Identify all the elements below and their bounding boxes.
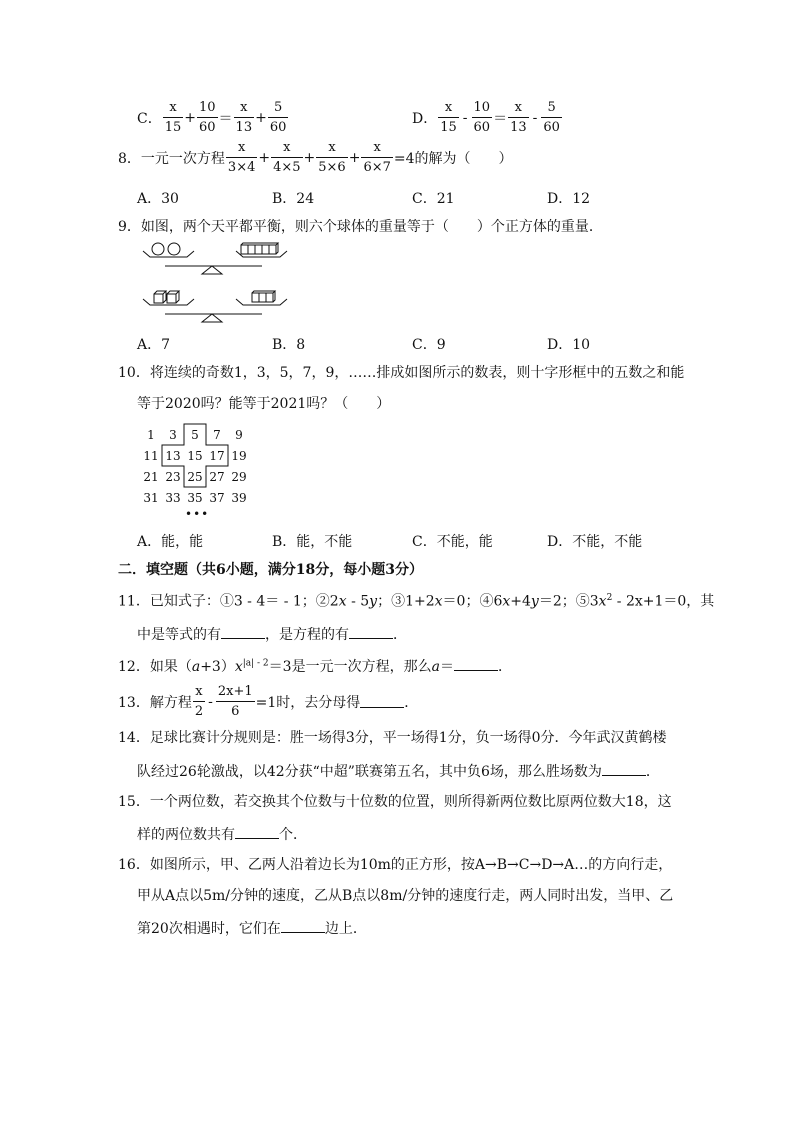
q8-option-b[interactable]: B．24: [272, 191, 315, 207]
q7-option-d: [412, 100, 563, 135]
var: x: [338, 593, 347, 610]
q14-line1: 14．足球比赛计分规则是：胜一场得3分，平一场得1分，负一场得0分．今年武汉黄鹤楼: [118, 730, 667, 746]
equals: ＝: [493, 110, 508, 127]
table-cell: 39: [231, 490, 247, 505]
operator: -: [462, 109, 468, 126]
q14-line2: [137, 763, 660, 779]
text: ．: [404, 694, 419, 711]
cube-icon: [255, 245, 262, 254]
balance-figure-2: [140, 288, 300, 328]
cube-icon: [259, 293, 266, 302]
table-cell: 15: [187, 448, 203, 463]
q10-option-d[interactable]: D．不能，不能: [547, 534, 643, 550]
var: x: [598, 593, 607, 610]
q9-option-b[interactable]: B．8: [272, 337, 306, 353]
operator: +: [348, 149, 361, 166]
table-cell: 23: [165, 469, 181, 484]
answer-blank[interactable]: [602, 763, 646, 776]
table-cell: 5: [191, 427, 199, 442]
table-cell: 37: [209, 490, 225, 505]
fraction: $\frac{x}{13}$: [235, 100, 253, 135]
q10-stem-line1: 10．将连续的奇数1，3，5，7，9，……排成如图所示的数表，则十字形框中的五数之和能: [118, 365, 685, 381]
balance-figure-1: [140, 240, 300, 280]
table-cell: 17: [209, 448, 225, 463]
table-cell: 21: [143, 469, 159, 484]
var: y: [530, 593, 539, 610]
q15-line1: 15．一个两位数，若交换其个位数与十位数的位置，则所得新两位数比原两位数大18，这: [118, 794, 672, 810]
q8-stem: [118, 140, 513, 175]
text: 样的两位数共有: [137, 827, 235, 843]
fraction: $\frac{x}{15}$: [164, 100, 182, 135]
cube-icon: [154, 294, 163, 303]
table-cell: 29: [231, 469, 247, 484]
cube-icon: [269, 245, 276, 254]
q16-line2: 甲从A点以5m/分钟的速度，乙从B点以8m/分钟的速度行走，两人同时出发，当甲、乙: [137, 888, 674, 904]
right-pan: [236, 291, 287, 305]
cube-icon: [266, 293, 273, 302]
q9-option-d[interactable]: D．10: [547, 337, 591, 353]
question-text: =4的解为（ ）: [393, 150, 513, 167]
fulcrum: [202, 314, 222, 322]
exponent: |a| - 2: [242, 658, 269, 669]
var: x: [434, 593, 443, 610]
table-cell: 31: [143, 490, 159, 505]
cross-frame: [150, 423, 250, 493]
fulcrum: [202, 266, 222, 274]
q7-option-c: [137, 100, 289, 135]
table-cell: 27: [209, 469, 225, 484]
question-number: 8．: [118, 150, 141, 167]
var: y: [369, 593, 378, 610]
right-pan: [236, 243, 287, 257]
text: ＝: [439, 659, 454, 675]
operator: -: [532, 109, 538, 126]
fraction: $\frac{5}{60}$: [269, 100, 287, 135]
text: ＝3是一元一次方程，那么: [268, 659, 432, 675]
q10-stem-line2: 等于2020吗？能等于2021吗？（ ）: [137, 396, 391, 412]
fraction: $\frac{x}{6\times 7}$: [363, 140, 391, 175]
operator: -: [208, 693, 213, 710]
var: a: [191, 659, 201, 675]
table-cell: 33: [165, 490, 181, 505]
fraction: $\frac{x}{15}$: [440, 100, 457, 135]
text: ，是方程的有: [265, 627, 349, 643]
text: 边上．: [324, 921, 367, 937]
fraction: $\frac{x}{2}$: [194, 684, 204, 719]
text: ；③1+2: [377, 593, 435, 610]
table-cell: 19: [231, 448, 247, 463]
fraction: $\frac{10}{60}$: [199, 100, 216, 135]
sphere-icon: [152, 243, 164, 255]
text: ＝2；⑤3: [538, 593, 599, 610]
answer-blank[interactable]: [360, 695, 404, 708]
q11-line1: [118, 594, 714, 609]
text: ．: [645, 764, 660, 780]
fraction: $\frac{x}{3\times 4}$: [227, 140, 256, 175]
left-pan: [143, 243, 194, 257]
text: 13．解方程: [118, 694, 192, 711]
q8-option-d[interactable]: D．12: [547, 191, 591, 207]
option-label: D．: [412, 110, 438, 127]
fraction: $\frac{x}{13}$: [510, 100, 527, 135]
text: =1时，去分母得: [255, 694, 361, 711]
table-cell: 1: [147, 427, 155, 442]
exponent: 2: [606, 593, 613, 603]
text: +3）: [200, 659, 235, 675]
table-cell: 9: [235, 427, 243, 442]
cube-icon: [262, 245, 269, 254]
q10-option-a[interactable]: A．能，能: [137, 534, 204, 550]
table-cell: 7: [213, 427, 221, 442]
fraction: $\frac{5}{60}$: [543, 100, 560, 135]
q8-option-c[interactable]: C．21: [412, 191, 455, 207]
fraction: $\frac{2x+1}{6}$: [217, 684, 253, 719]
cube-icon: [248, 245, 255, 254]
q9-option-a[interactable]: A．7: [137, 337, 171, 353]
var: a: [431, 659, 440, 675]
table-cell: 3: [169, 427, 177, 442]
fraction: $\frac{x}{4\times 5}$: [273, 140, 301, 175]
answer-blank[interactable]: [281, 920, 325, 933]
table-cell: 25: [187, 469, 203, 484]
q9-option-c[interactable]: C．9: [412, 337, 446, 353]
text: +4: [510, 593, 531, 610]
question-text: 一元一次方程: [140, 150, 225, 167]
answer-blank[interactable]: [221, 626, 265, 639]
option-label: C．: [137, 110, 162, 127]
operator: +: [184, 109, 196, 126]
text: 11．已知式子：①3 - 4＝ - 1；②2: [118, 593, 339, 610]
q10-option-b[interactable]: B．能，不能: [272, 534, 353, 550]
text: ．: [497, 659, 512, 675]
fraction: $\frac{10}{60}$: [473, 100, 491, 135]
q10-option-c[interactable]: C．不能，能: [412, 534, 493, 550]
answer-blank[interactable]: [349, 626, 393, 639]
fraction: $\frac{x}{5\times 6}$: [318, 140, 346, 175]
text: 第20次相遇时，它们在: [137, 921, 281, 937]
cube-icon: [167, 294, 176, 303]
q11-line2: [137, 626, 407, 642]
cube-icon: [241, 245, 248, 254]
q13-line: [118, 684, 418, 719]
q8-option-a[interactable]: A．30: [137, 191, 179, 207]
var: x: [234, 659, 243, 675]
sphere-icon: [168, 243, 180, 255]
q9-stem: 9．如图，两个天平都平衡，则六个球体的重量等于（ ）个正方体的重量．: [118, 219, 603, 235]
text: 12．如果（: [118, 659, 192, 675]
equals: ＝: [218, 110, 233, 127]
text: 个．: [279, 827, 307, 843]
table-cell: 13: [165, 448, 181, 463]
operator: +: [303, 149, 316, 166]
q16-line1: 16．如图所示，甲、乙两人沿着边长为10m的正方形，按A→B→C→D→A…的方向行走，: [118, 857, 673, 873]
cube-icon: [252, 293, 259, 302]
text: - 2x+1＝0，其: [612, 593, 715, 610]
text: ＝0；④6: [442, 593, 503, 610]
answer-blank[interactable]: [454, 658, 498, 671]
table-cell: 35: [187, 490, 203, 505]
text: - 5: [346, 593, 370, 610]
q15-line2: [137, 826, 307, 842]
q16-line3: [137, 920, 367, 936]
operator: +: [258, 149, 271, 166]
text: 队经过26轮激战，以42分获“中超”联赛第五名，其中负6场，那么胜场数为: [137, 764, 602, 780]
table-cell: 11: [143, 448, 159, 463]
operator: +: [255, 109, 267, 126]
text: 中是等式的有: [137, 627, 221, 643]
answer-blank[interactable]: [235, 826, 279, 839]
q12-line: [118, 658, 512, 674]
var: x: [502, 593, 511, 610]
ellipsis-dots: •••: [185, 507, 210, 521]
left-pan: [143, 291, 194, 305]
text: ．: [393, 627, 407, 643]
section-heading: 二．填空题（共6小题，满分18分，每小题3分）: [118, 562, 423, 578]
